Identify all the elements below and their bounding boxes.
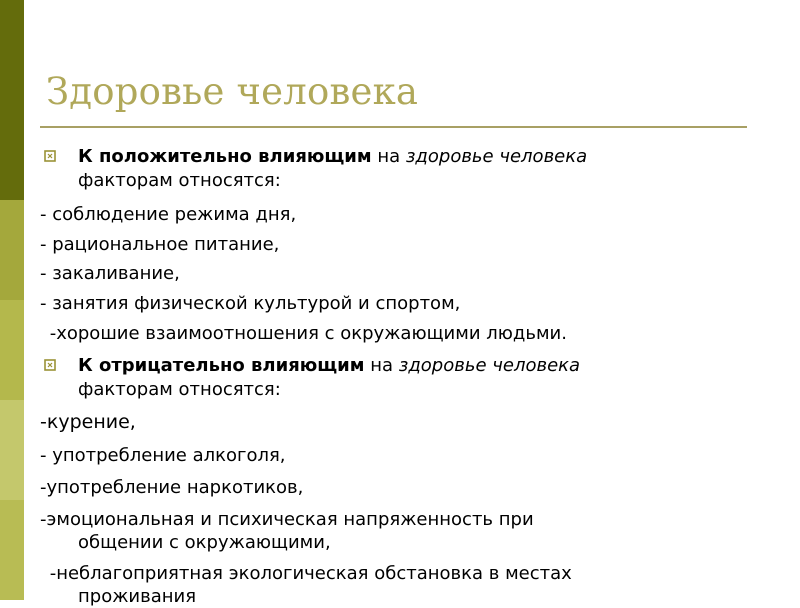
sidebar-block-3 [0, 300, 24, 400]
positive-heading-italic: здоровье человека [405, 146, 588, 167]
positive-heading-on: на [371, 146, 406, 167]
negative-heading-on: на [364, 355, 399, 376]
positive-heading-line2: факторам относятся: [78, 170, 281, 191]
title-divider [40, 126, 747, 128]
sidebar-block-2 [0, 200, 24, 300]
negative-heading [78, 354, 580, 377]
positive-heading-bold: К положительно влияющим [78, 146, 372, 167]
negative-heading-bold: К отрицательно влияющим [78, 355, 365, 376]
sidebar-block-5 [0, 500, 24, 600]
hollow-square-icon [44, 150, 58, 164]
hollow-square-icon [44, 359, 58, 373]
list-item: -неблагоприятная экологическая обстановка в местах [44, 563, 572, 584]
list-item: -курение, [40, 411, 136, 433]
negative-heading-line2: факторам относятся: [78, 379, 281, 400]
list-item: - употребление алкоголя, [40, 445, 286, 466]
list-item: - закаливание, [40, 263, 180, 284]
sidebar-stripe [0, 0, 24, 600]
list-item-continuation: проживания [78, 586, 197, 607]
list-item: - рациональное питание, [40, 234, 280, 255]
positive-heading [78, 145, 587, 168]
sidebar-block-1 [0, 0, 24, 200]
sidebar-block-4 [0, 400, 24, 500]
list-item: -хорошие взаимоотношения с окружающими людьми. [44, 323, 567, 344]
list-item: - соблюдение режима дня, [40, 204, 297, 225]
negative-heading-italic: здоровье человека [398, 355, 581, 376]
list-item: -эмоциональная и психическая напряженность при [40, 509, 534, 530]
list-item-continuation: общении с окружающими, [78, 532, 331, 553]
list-item: - занятия физической культурой и спортом, [40, 293, 461, 314]
slide-title: Здоровье человека [46, 70, 419, 113]
list-item: -употребление наркотиков, [40, 477, 304, 498]
